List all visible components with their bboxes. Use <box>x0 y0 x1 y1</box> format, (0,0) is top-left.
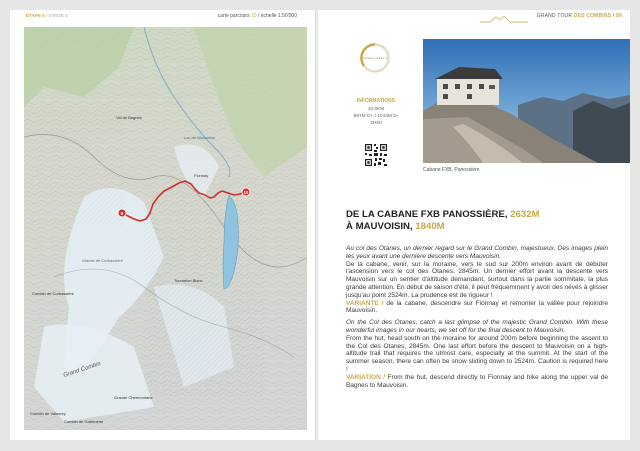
stage-description <box>346 245 608 389</box>
left-page <box>10 10 315 440</box>
level-badge-text: NIVEAU LEVEL 3 <box>363 56 387 60</box>
map-label-grand-combin: Grand Combin <box>62 361 102 379</box>
stage-label: ÉTAPE 5 <box>26 13 45 18</box>
map-label-valsorey: Combin de Valsorey <box>30 411 66 416</box>
map-svg <box>24 27 307 430</box>
cabane-photo <box>423 39 630 163</box>
title-from: DE LA CABANE FXB PANOSSIÈRE, <box>346 209 508 220</box>
stage-sub-label: STAGE 5 <box>48 13 68 18</box>
stage-header: ÉTAPE 5 / STAGE 5 <box>26 13 68 18</box>
english-variant-text: From the hut, descend directly to Fionnay and hike along the upper val de Bagnes to Mauvoisin. <box>346 373 608 389</box>
map-label-fionnay: Fionnay <box>194 173 209 178</box>
photo-caption: Cabane FXB, Panossière <box>423 167 480 173</box>
english-variant <box>346 374 608 390</box>
map-label-lac: Lac de Mauvoisin <box>184 135 216 140</box>
mountain-line-icon <box>480 15 528 23</box>
english-variant-label: VARIATION / <box>346 373 386 381</box>
map-label-combin-corbassiere: Combin de Corbassière <box>32 291 75 296</box>
map-label-glacier: Glacier de Corbassière <box>82 258 123 263</box>
map-label-tournelon: Tournelon Blanc <box>174 278 203 283</box>
french-intro: Au col des Otanes, un dernier regard sur le Grand Combin, majestueux. Des images plein les yeux avant une dernière descente vers Mauvoisin. <box>346 245 608 260</box>
guide-header: GRAND TOUR DES COMBINS / 99 <box>536 13 622 19</box>
topographic-map <box>24 27 307 430</box>
title-altitude-end: 1840M <box>415 221 445 232</box>
header-title: GRAND TOUR <box>536 13 573 19</box>
french-variant <box>346 300 608 316</box>
page-number: 99 <box>616 13 622 19</box>
title-to: À MAUVOISIN, <box>346 221 413 232</box>
start-marker-label: 9 <box>120 212 124 217</box>
info-duration: 3H50 <box>370 121 382 126</box>
french-body: De la cabane, venir, sur la moraine, vers le sud sur 200m environ avant de débuter l'ascension vers le col des Otanes, 2845m. Un dernier effort avant la descente vers Mauvoisin sur un sentier d'altitude demandant, surtout dans la partie sommitale, la plus grande attention. En début de saison d'été, il peut fréquemment y avoir des névés à glisser jusqu'au point 2524m. La prudence est de rigueur ! <box>346 260 608 299</box>
stage-title-line2 <box>346 221 445 232</box>
start-marker <box>118 209 126 217</box>
info-distance: 10.5KM <box>367 107 385 112</box>
qr-code-icon[interactable] <box>364 143 388 167</box>
header-title-bold: DES COMBINS <box>573 13 612 19</box>
map-number: 10 <box>251 13 257 19</box>
map-label-chermontane: Grande Chermontane <box>114 395 153 400</box>
map-label-grafeneire: Combin de Grafeneire <box>64 419 104 424</box>
english-body: From the hut, head south on the moraine for around 200m before beginning the ascent to the Col des Otanes, 2845m. One last effort before the descent to Mauvoisin on a high-altitude trail that requires the utmost care, especially at the summit. At the start of the summer season, there can often be snow sliding down to 2524m. Caution is required here ! <box>346 334 608 373</box>
title-altitude-start: 2632M <box>510 209 540 220</box>
stage-title-line1 <box>346 209 540 220</box>
end-marker <box>242 188 250 196</box>
right-page <box>318 10 630 440</box>
english-intro: On the Col des Otanes, catch a last glimpse of the majestic Grand Combin. With these wonderful images in our hearts, we set off for the final descent to Mauvoisin. <box>346 319 608 334</box>
map-scale-header: carte parcours 10 / échelle 1:50'000 <box>217 13 297 19</box>
french-variant-label: VARIANTE / <box>346 299 384 307</box>
end-marker-label: 10 <box>243 190 249 195</box>
info-elevation: 897M D+ / 1044M D- <box>353 114 399 119</box>
french-variant-text: de la cabane, descendre sur Fionnay et remonter la vallée pour rejoindre Mauvoisin. <box>346 299 608 315</box>
level-badge-icon <box>360 43 390 73</box>
map-label: carte parcours <box>217 13 250 19</box>
info-title: INFORMATIONS <box>356 98 396 104</box>
map-scale: échelle 1:50'000 <box>260 13 297 19</box>
map-label-val-bagnes: Val de Bagnes <box>116 115 142 120</box>
